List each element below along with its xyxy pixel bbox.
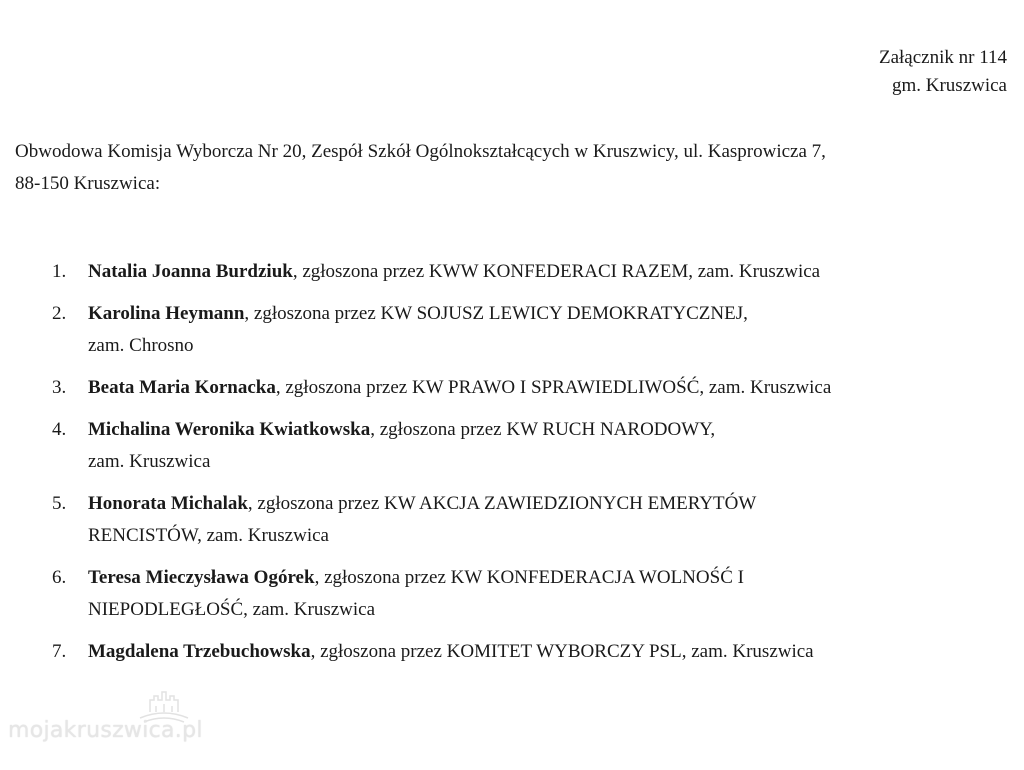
member-details: , zgłoszona przez KW PRAWO I SPRAWIEDLIWOŚĆ, zam. Kruszwica — [275, 377, 832, 398]
member-details: , zgłoszona przez KW AKCJA ZAWIEDZIONYCH EMERYTÓW — [247, 493, 757, 514]
list-item-number: 2. — [52, 303, 67, 324]
members-list — [52, 256, 1012, 678]
list-item — [52, 298, 1012, 362]
attachment-number: Załącznik nr 114 — [878, 47, 1007, 68]
list-item-number: 4. — [52, 419, 67, 440]
attachment-municipality: gm. Kruszwica — [891, 75, 1007, 96]
list-item-number: 1. — [52, 261, 67, 282]
list-item — [52, 488, 1012, 552]
watermark-text: mojakruszwica.pl — [8, 718, 203, 743]
member-details-continued: zam. Chrosno — [88, 335, 194, 356]
member-details-continued: RENCISTÓW, zam. Kruszwica — [88, 525, 329, 546]
member-details: , zgłoszona przez KOMITET WYBORCZY PSL, zam. Kruszwica — [310, 641, 814, 662]
member-details-continued: zam. Kruszwica — [88, 451, 211, 472]
member-name: Honorata Michalak — [88, 493, 248, 514]
commission-line-2: 88-150 Kruszwica: — [15, 173, 161, 194]
member-details: , zgłoszona przez KW RUCH NARODOWY, — [370, 419, 716, 440]
member-name: Teresa Mieczysława Ogórek — [88, 567, 315, 588]
watermark — [8, 688, 208, 758]
list-item-number: 5. — [52, 493, 67, 514]
member-details: , zgłoszona przez KWW KONFEDERACI RAZEM, zam. Kruszwica — [292, 261, 821, 282]
member-name: Karolina Heymann — [88, 303, 245, 324]
list-item — [52, 562, 1012, 626]
list-item — [52, 414, 1012, 478]
list-item — [52, 256, 1012, 288]
member-details-continued: NIEPODLEGŁOŚĆ, zam. Kruszwica — [88, 599, 376, 620]
commission-line-1: Obwodowa Komisja Wyborcza Nr 20, Zespół Szkół Ogólnokształcących w Kruszwicy, ul. Kasprowicza 7, — [15, 141, 826, 162]
list-item-number: 3. — [52, 377, 67, 398]
member-name: Michalina Weronika Kwiatkowska — [88, 419, 371, 440]
member-name: Beata Maria Kornacka — [88, 377, 276, 398]
list-item-number: 6. — [52, 567, 67, 588]
list-item-number: 7. — [52, 641, 67, 662]
member-details: , zgłoszona przez KW SOJUSZ LEWICY DEMOKRATYCZNEJ, — [244, 303, 748, 324]
member-name: Magdalena Trzebuchowska — [88, 641, 311, 662]
member-details: , zgłoszona przez KW KONFEDERACJA WOLNOŚĆ I — [314, 567, 744, 588]
list-item — [52, 636, 1012, 668]
commission-heading — [15, 136, 1015, 200]
attachment-header — [879, 44, 1007, 100]
member-name: Natalia Joanna Burdziuk — [88, 261, 293, 282]
list-item — [52, 372, 1012, 404]
